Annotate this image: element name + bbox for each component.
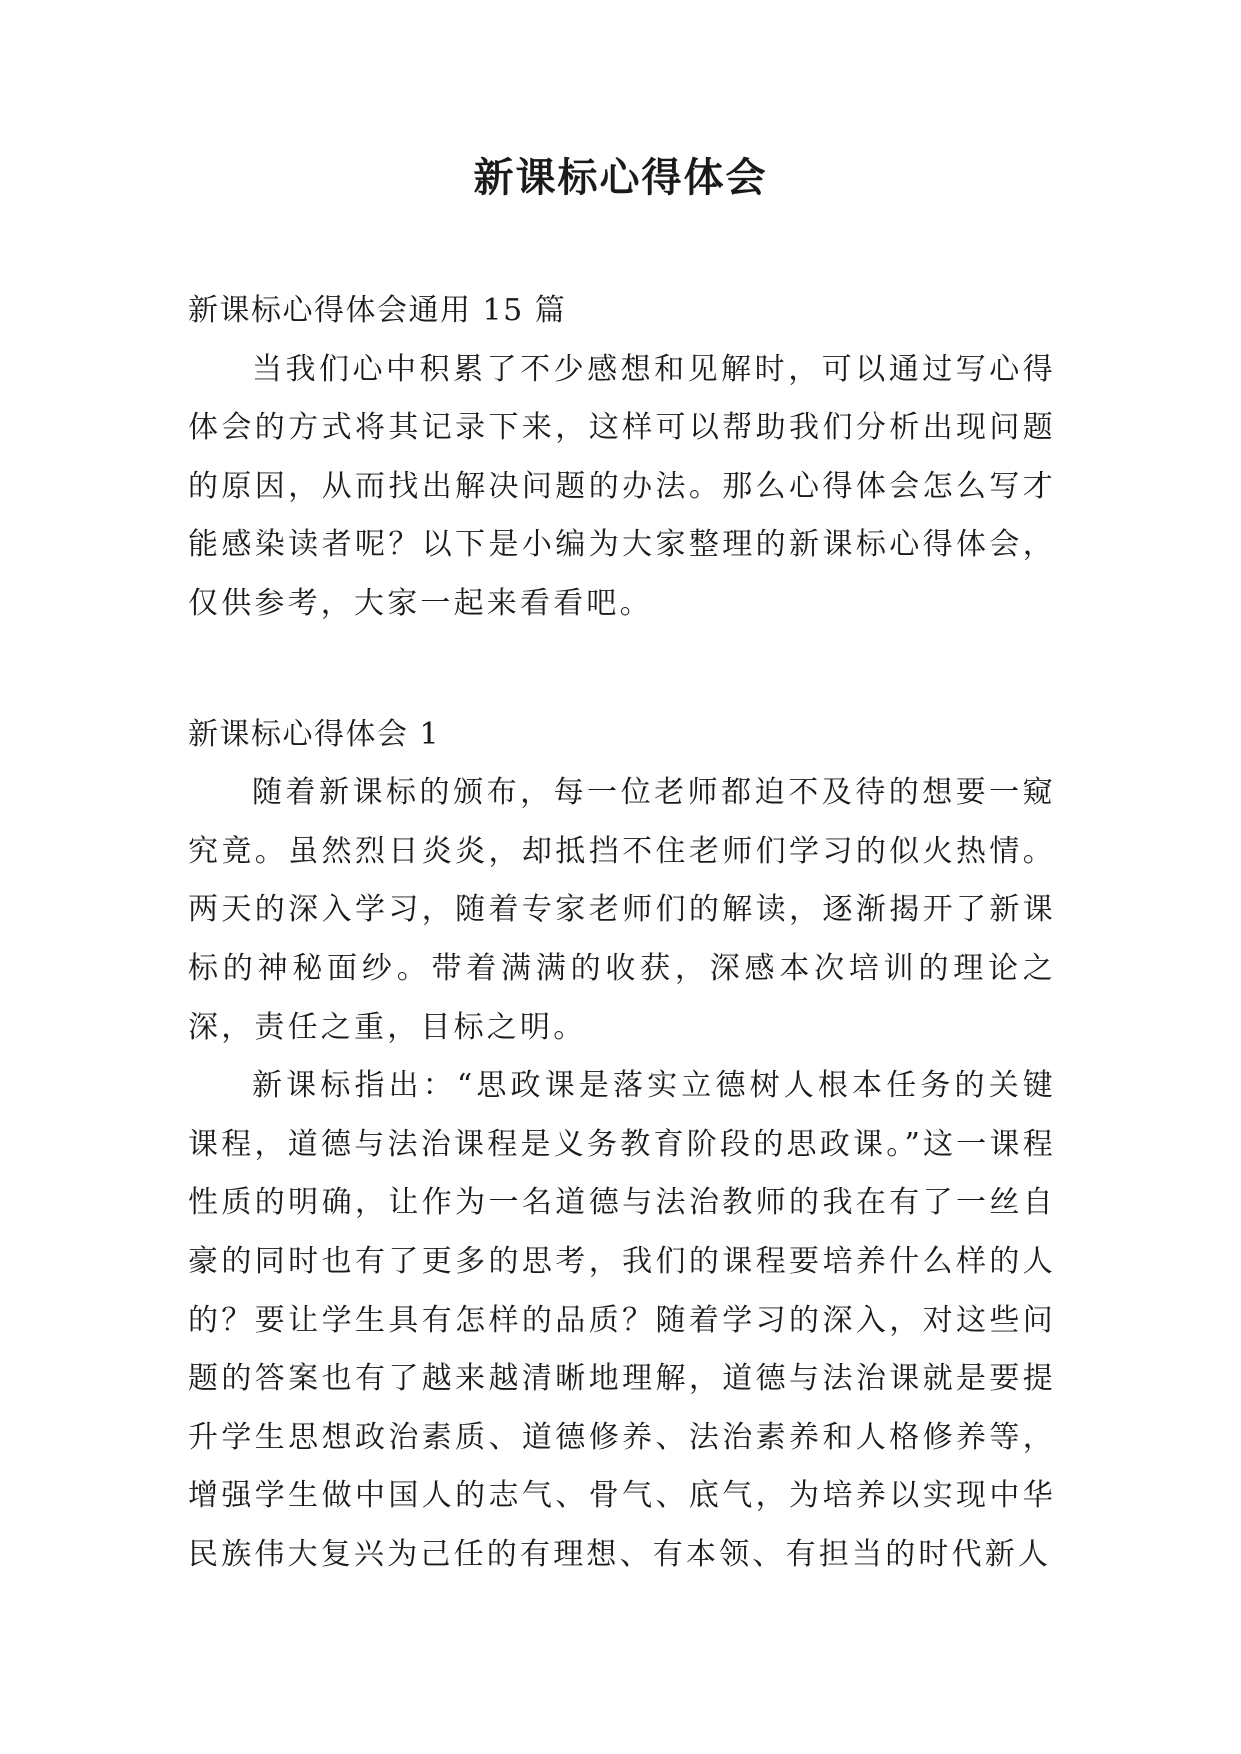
document-body	[188, 282, 1056, 1584]
section-heading: 新课标心得体会 1	[188, 716, 441, 752]
body-paragraph: 新课标指出：“思政课是落实立德树人根本任务的关键课程，道德与法治课程是义务教育阶段的思政课。”这一课程性质的明确，让作为一名道德与法治教师的我在有了一丝自豪的同时也有了更多的思考，我们的课程要培养什么样的人的？要让学生具有怎样的品质？随着学习的深入，对这些问题的答案也有了越来越清晰地理解，道德与法治课就是要提升学生思想政治素质、道德修养、法治素养和人格修养等，增强学生做中国人的志气、骨气、底气，为培养以实现中华民族伟大复兴为己任的有理想、有本领、有担当的时代新人	[188, 1068, 1056, 1572]
body-paragraph: 随着新课标的颁布，每一位老师都迫不及待的想要一窥究竟。虽然烈日炎炎，却抵挡不住老师们学习的似火热情。两天的深入学习，随着专家老师们的解读，逐渐揭开了新课标的神秘面纱。带着满满的收获，深感本次培训的理论之深，责任之重，目标之明。	[188, 775, 1056, 1045]
section-spacer	[188, 634, 1056, 706]
intro-paragraph: 当我们心中积累了不少感想和见解时，可以通过写心得体会的方式将其记录下来，这样可以帮助我们分析出现问题的原因，从而找出解决问题的办法。那么心得体会怎么写才能感染读者呢？以下是小编为大家整理的新课标心得体会，仅供参考，大家一起来看看吧。	[188, 351, 1056, 621]
document-subtitle: 新课标心得体会通用 15 篇	[188, 293, 567, 328]
document-title: 新课标心得体会	[473, 155, 768, 201]
